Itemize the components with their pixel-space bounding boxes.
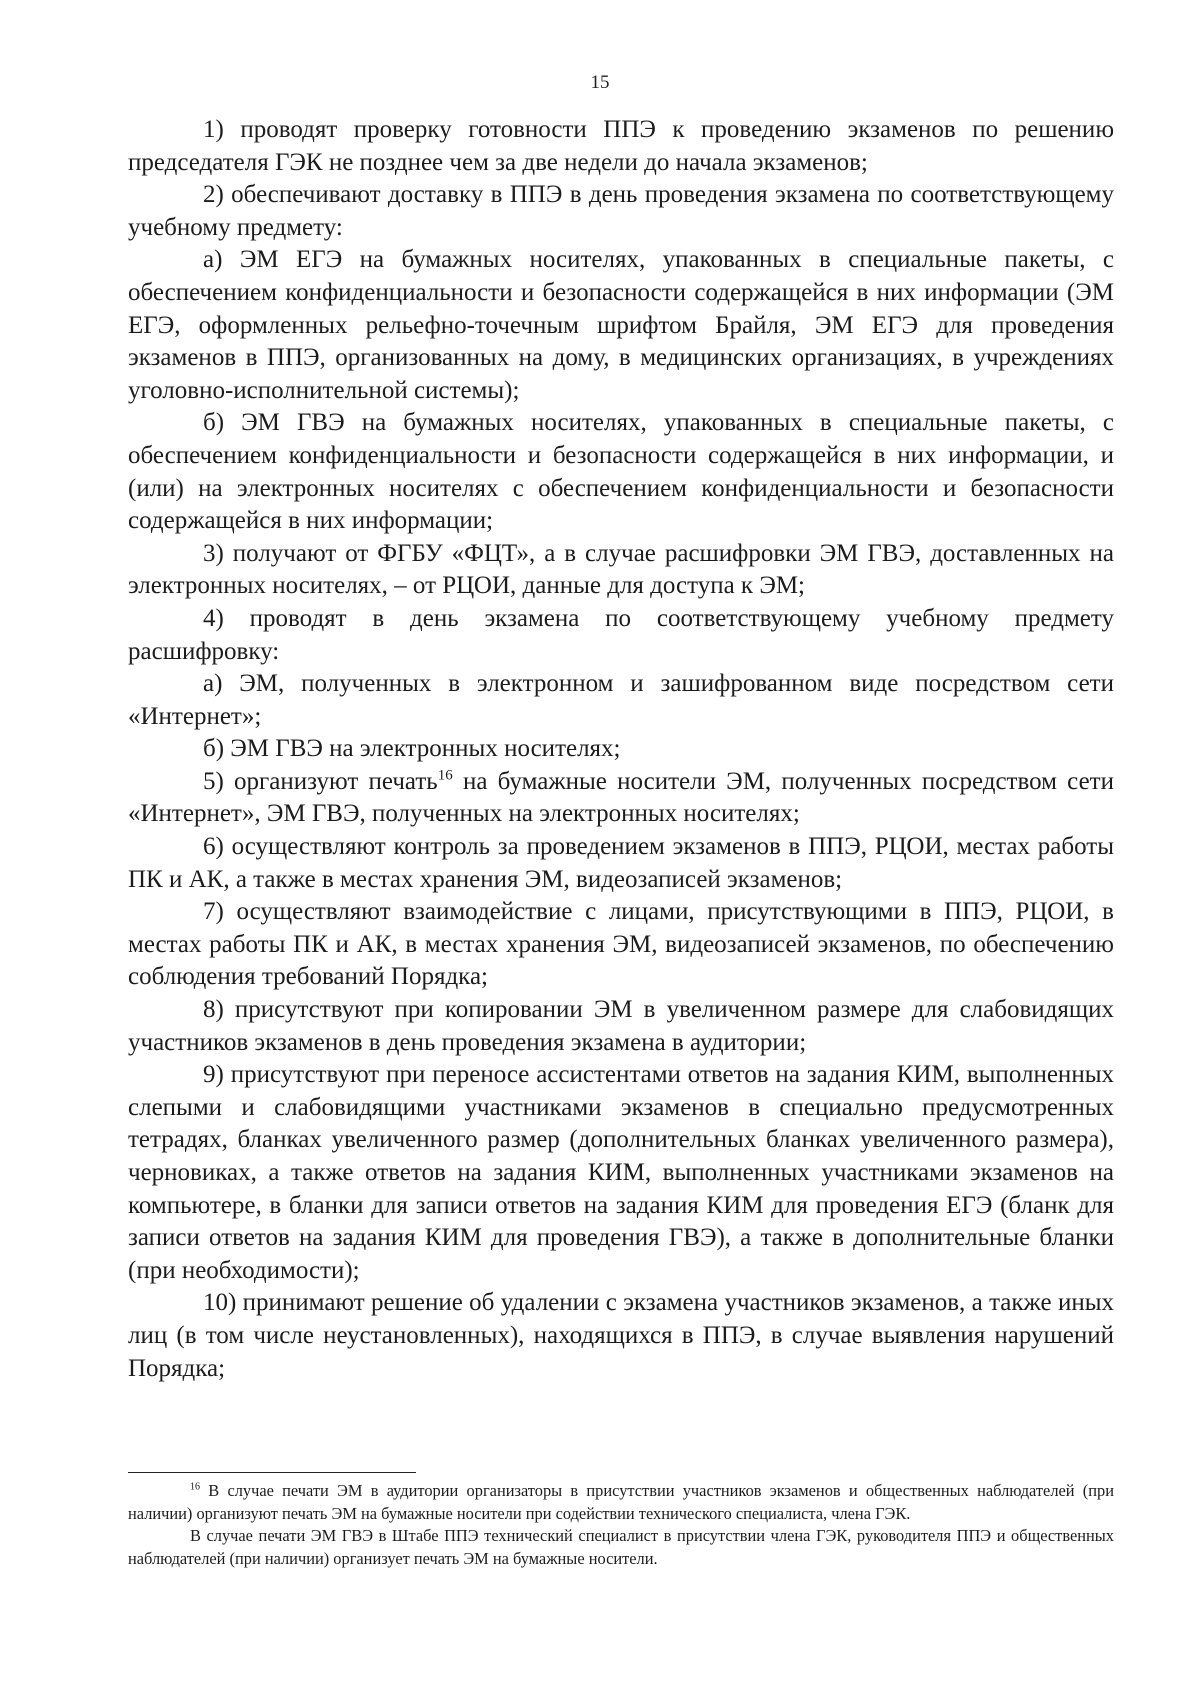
paragraph-item-5 <box>128 766 1114 831</box>
paragraph-item-9: 9) присутствуют при переносе ассистентами ответов на задания КИМ, выполненных слепыми и слабовидящими участниками экзаменов в специально предусмотренных тетрадях, бланках увеличенного размер (дополнительных бланках увеличенного размера), черновиках, а также ответов на задания КИМ, выполненных участниками экзаменов на компьютере, в бланки для записи ответов на задания КИМ для проведения ЕГЭ (бланк для записи ответов на задания КИМ для проведения ГВЭ), а также в дополнительные бланки (при необходимости); <box>128 1061 1114 1284</box>
footnote-16-text: В случае печати ЭМ в аудитории организаторы в присутствии участников экзаменов и общественных наблюдателей (при наличии) организуют печать ЭМ на бумажные носители при содействии технического специалиста, члена ГЭК. <box>128 1481 1114 1523</box>
paragraph-item-2b: б) ЭМ ГВЭ на бумажных носителях, упакованных в специальные пакеты, с обеспечением конфиденциальности и безопасности содержащейся в них информации, и (или) на электронных носителях с обеспечением конфиденциальности и безопасности содержащейся в них информации; <box>128 409 1114 535</box>
page-number: 15 <box>590 72 610 93</box>
paragraph-item-4: 4) проводят в день экзамена по соответствующему учебному предмету расшифровку: <box>128 604 1114 665</box>
paragraph-item-5-end: на бумажные носители ЭМ, полученных посредством сети «Интернет», ЭМ ГВЭ, полученных на электронных носителях; <box>128 767 1114 828</box>
paragraph-item-8: 8) присутствуют при копировании ЭМ в увеличенном размере для слабовидящих участников экзаменов в день проведения экзамена в аудитории; <box>128 996 1114 1056</box>
paragraph-item-1: 1) проводят проверку готовности ППЭ к проведению экзаменов по решению председателя ГЭК не позднее чем за две недели до начала экзаменов; <box>128 116 1114 176</box>
paragraph-item-7: 7) осуществляют взаимодействие с лицами, присутствующими в ППЭ, РЦОИ, в местах работы ПК и АК, в местах хранения ЭМ, видеозаписей экзаменов, по обеспечению соблюдения требований Порядка; <box>128 898 1114 991</box>
footnotes <box>128 1480 1114 1570</box>
paragraph-item-6: 6) осуществляют контроль за проведением экзаменов в ППЭ, РЦОИ, местах работы ПК и АК, а также в местах хранения ЭМ, видеозаписей экзаменов; <box>128 833 1114 893</box>
paragraph-item-4a: а) ЭМ, полученных в электронном и зашифрованном виде посредством сети «Интернет»; <box>128 670 1114 730</box>
paragraph-item-5-start: 5) организуют печать <box>203 767 438 795</box>
footnote-divider <box>128 1472 416 1473</box>
paragraph-item-3: 3) получают от ФГБУ «ФЦТ», а в случае расшифровки ЭМ ГВЭ, доставленных на электронных носителях, – от РЦОИ, данные для доступа к ЭМ; <box>128 539 1114 600</box>
paragraph-item-10: 10) принимают решение об удалении с экзамена участников экзаменов, а также иных лиц (в том числе неустановленных), находящихся в ППЭ, в случае выявления нарушений Порядка; <box>128 1289 1114 1382</box>
paragraph-item-2: 2) обеспечивают доставку в ППЭ в день проведения экзамена по соответствующему учебному предмету: <box>128 181 1114 241</box>
footnote-marker: 16 <box>190 1481 200 1493</box>
footnote-16 <box>128 1480 1114 1525</box>
footnote-reference-16[interactable]: 16 <box>437 767 453 784</box>
paragraph-item-2a: а) ЭМ ЕГЭ на бумажных носителях, упакованных в специальные пакеты, с обеспечением конфиденциальности и безопасности содержащейся в них информации (ЭМ ЕГЭ, оформленных рельефно-точечным шрифтом Брайля, ЭМ ЕГЭ для проведения экзаменов в ППЭ, организованных на дому, в медицинских организациях, в учреждениях уголовно-исполнительной системы); <box>128 246 1114 404</box>
footnote-16-continuation: В случае печати ЭМ ГВЭ в Штабе ППЭ технический специалист в присутствии члена ГЭК, руководителя ППЭ и общественных наблюдателей (при наличии) организует печать ЭМ на бумажные носители. <box>128 1526 1114 1568</box>
paragraph-item-4b: б) ЭМ ГВЭ на электронных носителях; <box>203 735 621 763</box>
body-text <box>128 114 1114 1385</box>
